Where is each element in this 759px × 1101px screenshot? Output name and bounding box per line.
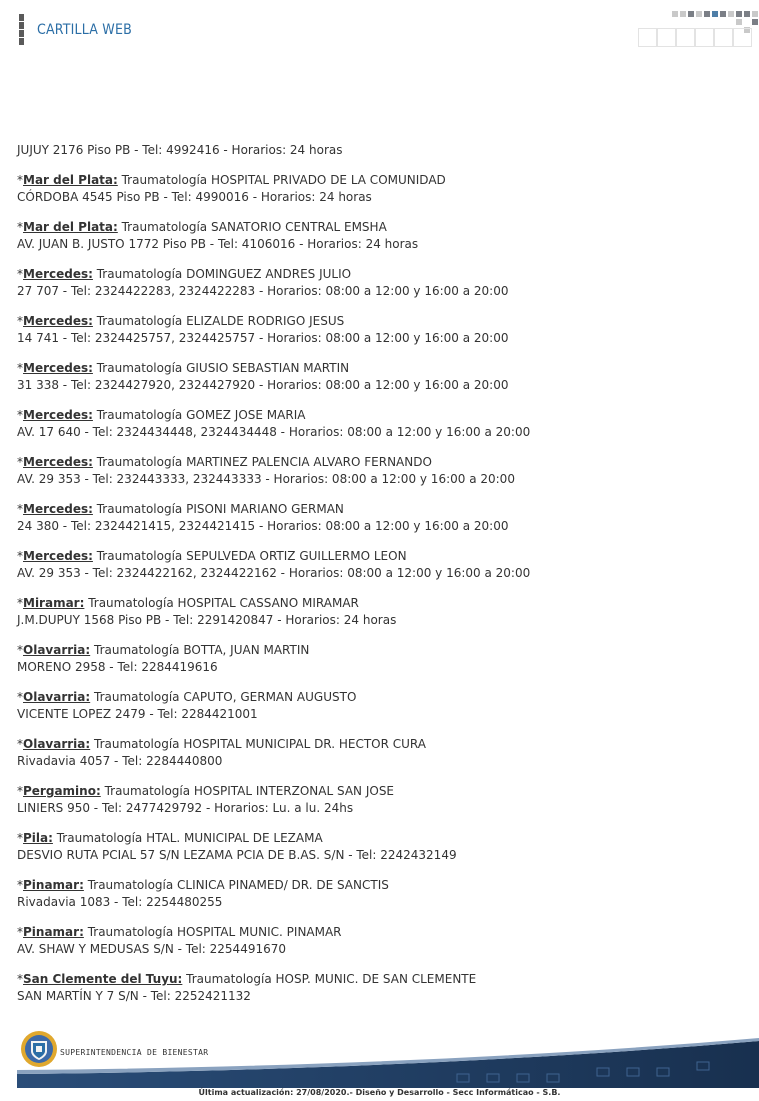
provider-name: Traumatología ELIZALDE RODRIGO JESUS (92, 314, 345, 328)
city-label: Pinamar: (23, 878, 84, 892)
provider-address: MORENO 2958 - Tel: 2284419616 (17, 660, 218, 674)
list-item-bullet: * (17, 549, 23, 563)
provider-name: Traumatología CLINICA PINAMED/ DR. DE SANCTIS (83, 878, 389, 892)
list-item (17, 219, 747, 266)
organization-name: SUPERINTENDENCIA DE BIENESTAR (60, 1048, 209, 1057)
city-label: Pergamino: (23, 784, 101, 798)
provider-name: Traumatología HOSP. MUNIC. DE SAN CLEMENTE (182, 972, 477, 986)
list-item-title (17, 313, 747, 330)
city-label: Olavarria: (23, 737, 91, 751)
provider-name: Traumatología PISONI MARIANO GERMAN (92, 502, 344, 516)
list-item (17, 642, 747, 689)
city-label: Mar del Plata: (23, 173, 118, 187)
provider-name: Traumatología GIUSIO SEBASTIAN MARTIN (92, 361, 350, 375)
provider-name: Traumatología MARTINEZ PALENCIA ALVARO FERNANDO (92, 455, 432, 469)
list-item-title (17, 830, 747, 847)
city-label: San Clemente del Tuyu: (23, 972, 183, 986)
list-item (17, 407, 747, 454)
provider-address: J.M.DUPUY 1568 Piso PB - Tel: 2291420847 - Horarios: 24 horas (17, 613, 397, 627)
city-label: Miramar: (23, 596, 85, 610)
list-item-title (17, 642, 747, 659)
provider-name: Traumatología HOSPITAL INTERZONAL SAN JOSE (100, 784, 395, 798)
list-item (17, 595, 747, 642)
city-label: Mercedes: (23, 408, 93, 422)
city-label: Pinamar: (23, 925, 84, 939)
list-item-bullet: * (17, 690, 23, 704)
city-label: Pila: (23, 831, 53, 845)
provider-address: Rivadavia 1083 - Tel: 2254480255 (17, 895, 223, 909)
list-item-title (17, 360, 747, 377)
provider-address: 14 741 - Tel: 2324425757, 2324425757 - Horarios: 08:00 a 12:00 y 16:00 a 20:00 (17, 331, 509, 345)
last-update-note: Última actualización: 27/08/2020.- Diseño y Desarrollo - Secc Informáticao - S.B. (198, 1088, 561, 1097)
header-decoration-icon (636, 11, 759, 51)
city-label: Mercedes: (23, 267, 93, 281)
list-item (17, 172, 747, 219)
list-item (17, 548, 747, 595)
list-item-bullet: * (17, 314, 23, 328)
provider-address: AV. 29 353 - Tel: 2324422162, 2324422162 - Horarios: 08:00 a 12:00 y 16:00 a 20:00 (17, 566, 531, 580)
list-item-bullet: * (17, 173, 23, 187)
list-item-bullet: * (17, 784, 23, 798)
list-item-title (17, 595, 747, 612)
provider-address: DESVIO RUTA PCIAL 57 S/N LEZAMA PCIA DE B.AS. S/N - Tel: 2242432149 (17, 848, 457, 862)
list-item (17, 736, 747, 783)
provider-address: AV. JUAN B. JUSTO 1772 Piso PB - Tel: 4106016 - Horarios: 24 horas (17, 237, 419, 251)
list-item (17, 360, 747, 407)
list-item-title (17, 548, 747, 565)
provider-address: LINIERS 950 - Tel: 2477429792 - Horarios: Lu. a lu. 24hs (17, 801, 354, 815)
footer-band (17, 1038, 759, 1088)
list-item (17, 266, 747, 313)
list-item-bullet: * (17, 737, 23, 751)
provider-address: VICENTE LOPEZ 2479 - Tel: 2284421001 (17, 707, 258, 721)
list-item-title (17, 219, 747, 236)
list-item-title (17, 266, 747, 283)
provider-name: Traumatología HOSPITAL CASSANO MIRAMAR (84, 596, 359, 610)
provider-name: Traumatología HTAL. MUNICIPAL DE LEZAMA (52, 831, 323, 845)
page-header (0, 0, 759, 60)
provider-name: Traumatología HOSPITAL PRIVADO DE LA COMUNIDAD (117, 173, 446, 187)
shield-logo-icon (20, 1030, 58, 1068)
provider-address: 27 707 - Tel: 2324422283, 2324422283 - Horarios: 08:00 a 12:00 y 16:00 a 20:00 (17, 284, 509, 298)
list-item-title (17, 501, 747, 518)
list-item-bullet: * (17, 220, 23, 234)
list-item-bullet: * (17, 455, 23, 469)
city-label: Mercedes: (23, 549, 93, 563)
list-item (17, 783, 747, 830)
provider-name: Traumatología SEPULVEDA ORTIZ GUILLERMO LEON (92, 549, 407, 563)
list-item-title (17, 407, 747, 424)
list-item-bullet: * (17, 408, 23, 422)
list-item (17, 501, 747, 548)
city-label: Olavarria: (23, 690, 91, 704)
provider-name: Traumatología HOSPITAL MUNIC. PINAMAR (83, 925, 342, 939)
list-item-title (17, 877, 747, 894)
provider-name: Traumatología SANATORIO CENTRAL EMSHA (117, 220, 387, 234)
provider-name: Traumatología CAPUTO, GERMAN AUGUSTO (90, 690, 357, 704)
list-item-bullet: * (17, 831, 23, 845)
list-item-title (17, 736, 747, 753)
city-label: Mercedes: (23, 361, 93, 375)
city-label: Mar del Plata: (23, 220, 118, 234)
list-item-bullet: * (17, 596, 23, 610)
list-item (17, 313, 747, 360)
list-item (17, 454, 747, 501)
provider-address: AV. SHAW Y MEDUSAS S/N - Tel: 2254491670 (17, 942, 286, 956)
list-item-bullet: * (17, 361, 23, 375)
header-bars-icon (19, 14, 24, 46)
list-item-bullet: * (17, 878, 23, 892)
list-item-bullet: * (17, 643, 23, 657)
city-label: Mercedes: (23, 502, 93, 516)
provider-address: 31 338 - Tel: 2324427920, 2324427920 - Horarios: 08:00 a 12:00 y 16:00 a 20:00 (17, 378, 509, 392)
provider-address: AV. 17 640 - Tel: 2324434448, 2324434448 - Horarios: 08:00 a 12:00 y 16:00 a 20:00 (17, 425, 531, 439)
list-item-bullet: * (17, 267, 23, 281)
provider-list (17, 142, 747, 1018)
list-item-title (17, 971, 747, 988)
list-item-title (17, 783, 747, 800)
list-item-bullet: * (17, 925, 23, 939)
list-item (17, 971, 747, 1018)
provider-name: Traumatología BOTTA, JUAN MARTIN (90, 643, 310, 657)
list-item (17, 689, 747, 736)
list-item-continuation: JUJUY 2176 Piso PB - Tel: 4992416 - Horarios: 24 horas (17, 143, 343, 157)
list-item-title (17, 689, 747, 706)
list-item (17, 924, 747, 971)
list-item (17, 830, 747, 877)
provider-address: Rivadavia 4057 - Tel: 2284440800 (17, 754, 223, 768)
list-item-title (17, 172, 747, 189)
provider-address: 24 380 - Tel: 2324421415, 2324421415 - Horarios: 08:00 a 12:00 y 16:00 a 20:00 (17, 519, 509, 533)
provider-address: SAN MARTÍN Y 7 S/N - Tel: 2252421132 (17, 989, 251, 1003)
provider-name: Traumatología GOMEZ JOSE MARIA (92, 408, 306, 422)
list-item (17, 877, 747, 924)
list-item-bullet: * (17, 502, 23, 516)
page-title: CARTILLA WEB (37, 22, 132, 38)
provider-name: Traumatología HOSPITAL MUNICIPAL DR. HECTOR CURA (90, 737, 426, 751)
provider-address: CÓRDOBA 4545 Piso PB - Tel: 4990016 - Horarios: 24 horas (17, 190, 372, 204)
provider-name: Traumatología DOMINGUEZ ANDRES JULIO (92, 267, 352, 281)
list-item-title (17, 454, 747, 471)
city-label: Mercedes: (23, 455, 93, 469)
city-label: Mercedes: (23, 314, 93, 328)
city-label: Olavarria: (23, 643, 91, 657)
provider-address: AV. 29 353 - Tel: 232443333, 232443333 - Horarios: 08:00 a 12:00 y 16:00 a 20:00 (17, 472, 515, 486)
list-item-title (17, 924, 747, 941)
list-item-bullet: * (17, 972, 23, 986)
